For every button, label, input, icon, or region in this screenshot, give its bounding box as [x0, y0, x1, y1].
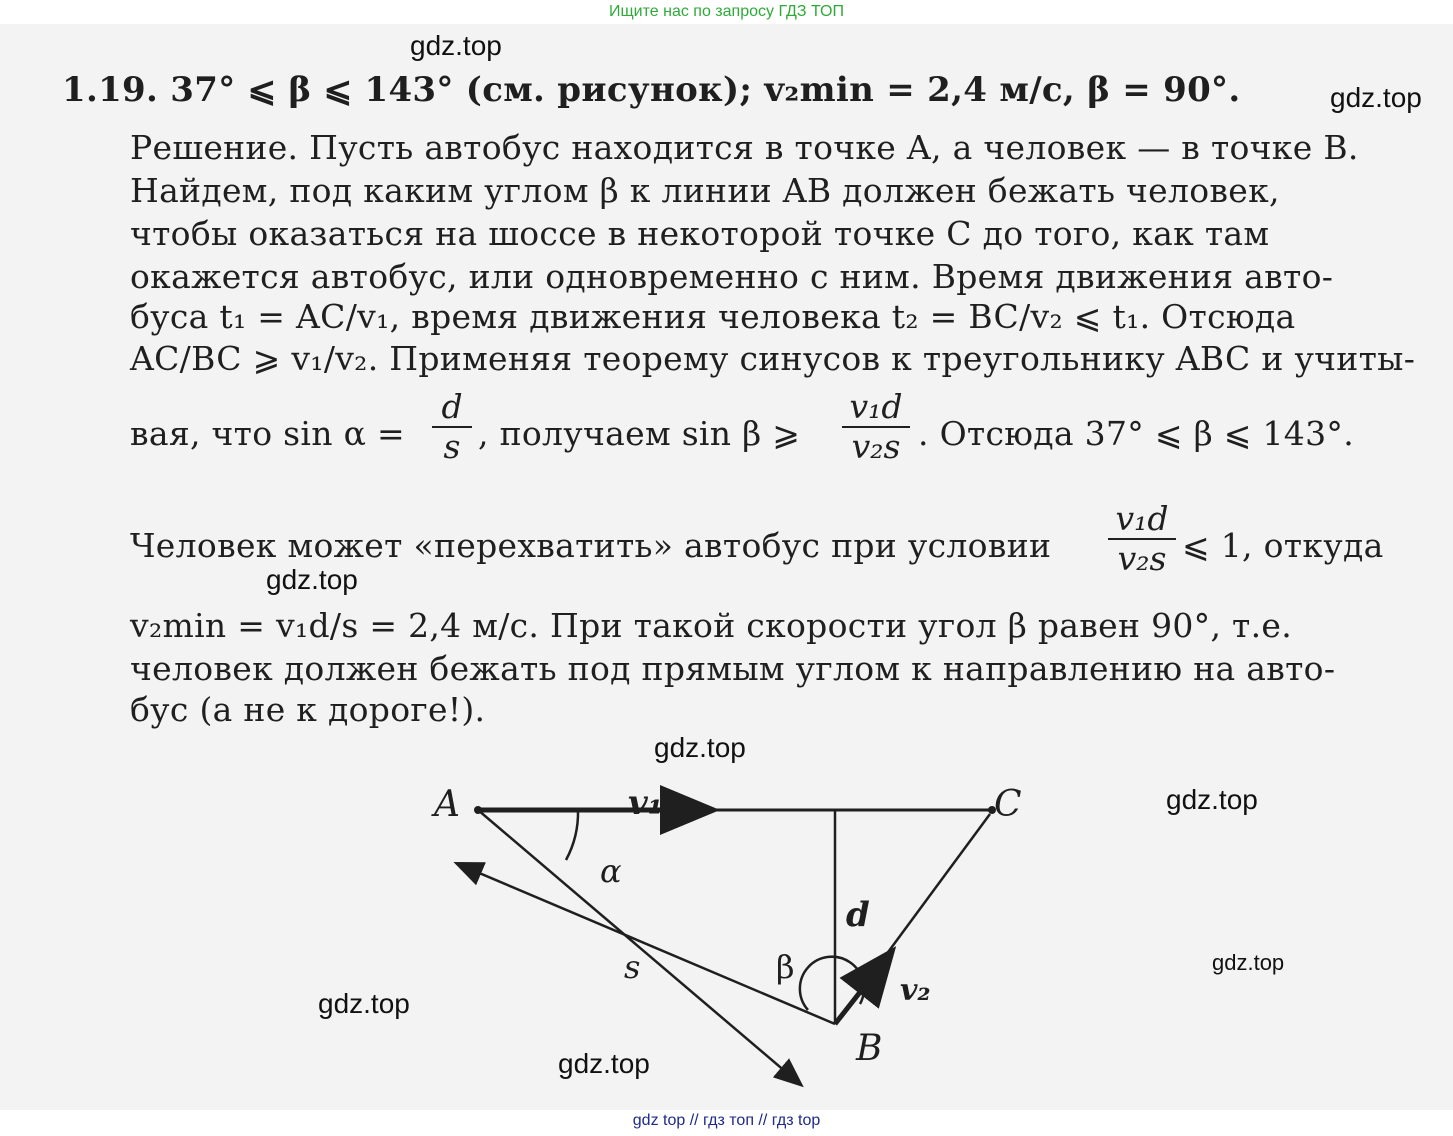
tail-line-3: бус (а не к дороге!). [130, 690, 486, 729]
watermark: gdz.top [558, 1048, 650, 1079]
label-b: B [856, 1028, 883, 1069]
fraction-v1d-over-v2s [840, 388, 912, 466]
solution-line-4: окажется автобус, или одновременно с ним. Время движения авто- [130, 257, 1334, 296]
fraction-numerator: v₁d [849, 387, 903, 426]
solution-line-5: буса t₁ = AC/v₁, время движения человека t₂ = BC/v₂ ⩽ t₁. Отсюда [130, 297, 1296, 336]
label-c: C [994, 784, 1022, 825]
tail-line-2: человек должен бежать под прямым углом к направлению на авто- [130, 649, 1336, 688]
triangle-figure [420, 754, 1040, 1114]
label-alpha: α [600, 852, 622, 890]
condition-left: Человек может «перехватить» автобус при условии [130, 526, 1052, 565]
bottom-banner: gdz top // гдз топ // гдз top [632, 1112, 821, 1129]
s-arrow [458, 864, 835, 1024]
tail-line-1: v₂min = v₁d/s = 2,4 м/с. При такой скорости угол β равен 90°, т.е. [130, 606, 1293, 645]
solution-line-2: Найдем, под каким углом β к линии AB должен бежать человек, [130, 171, 1280, 210]
formula-left: вая, что sin α = [130, 414, 405, 453]
label-a: A [434, 784, 460, 825]
label-v1: v₁ [628, 783, 663, 823]
watermark: gdz.top [318, 988, 410, 1019]
watermark: gdz.top [266, 564, 358, 595]
v2-arrow [835, 954, 890, 1024]
fraction-denominator: s [443, 427, 461, 466]
condition-right: ⩽ 1, откуда [1182, 526, 1384, 565]
solution-line-6: AC/BC ⩾ v₁/v₂. Применяя теорему синусов к треугольнику ABC и учиты- [130, 339, 1416, 378]
textbook-page [0, 24, 1453, 1110]
fraction-d-over-s [430, 388, 474, 466]
fraction-condition [1106, 500, 1178, 578]
label-d: d [846, 895, 870, 935]
answer-line: 1.19. 37° ⩽ β ⩽ 143° (см. рисунок); v₂min = 2,4 м/с, β = 90°. [62, 70, 1241, 110]
alpha-arc [566, 810, 578, 860]
top-banner: Ищите нас по запросу ГДЗ ТОП [609, 3, 844, 20]
solution-line-3: чтобы оказаться на шоссе в некоторой точке C до того, как там [130, 214, 1270, 253]
line-ab-lower [478, 810, 800, 1084]
watermark: gdz.top [1212, 950, 1285, 975]
solution-line-1: Решение. Пусть автобус находится в точке A, а человек — в точке B. [130, 128, 1359, 167]
fraction-numerator: v₁d [1115, 499, 1169, 538]
label-beta: β [776, 948, 795, 986]
fraction-denominator: v₂s [1117, 539, 1167, 578]
formula-right: . Отсюда 37° ⩽ β ⩽ 143°. [918, 414, 1354, 453]
fraction-numerator: d [441, 387, 463, 426]
watermark: gdz.top [1330, 82, 1422, 113]
label-v2: v₂ [900, 973, 931, 1008]
watermark: gdz.top [654, 732, 746, 763]
label-s: s [624, 948, 641, 986]
fraction-denominator: v₂s [851, 427, 901, 466]
watermark: gdz.top [1166, 784, 1258, 815]
formula-middle: , получаем sin β ⩾ [478, 414, 801, 453]
watermark: gdz.top [410, 30, 502, 61]
